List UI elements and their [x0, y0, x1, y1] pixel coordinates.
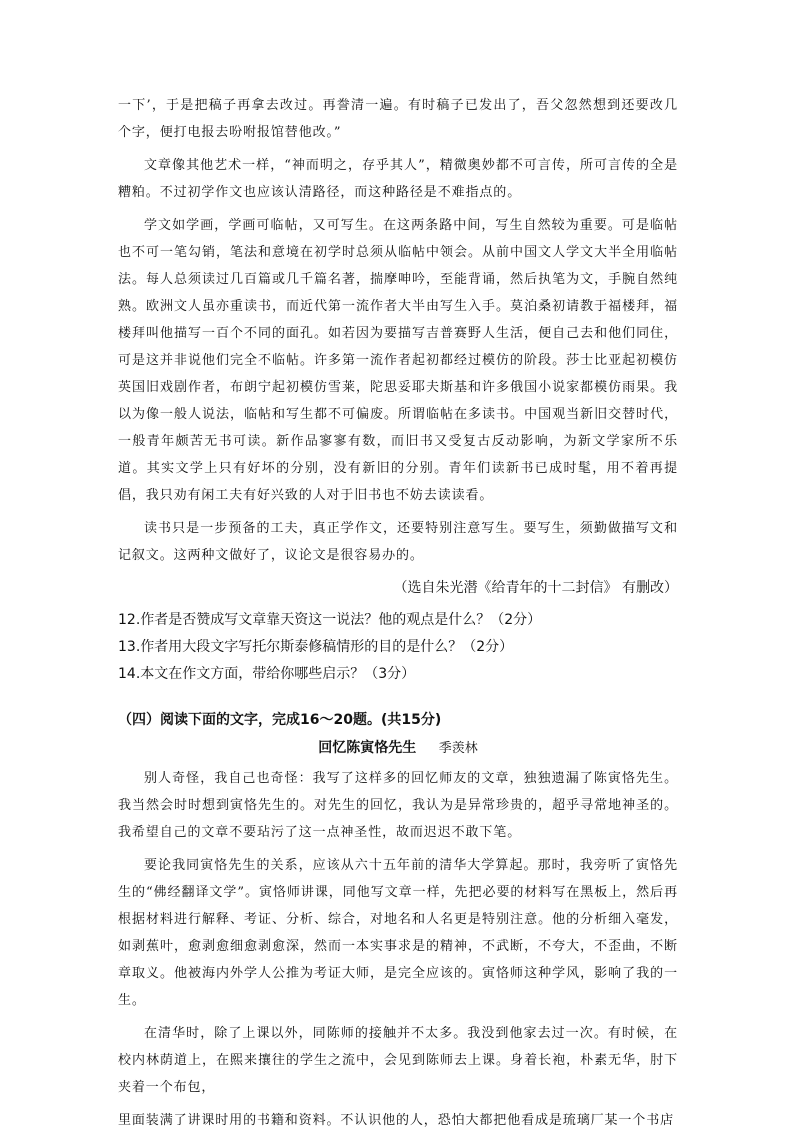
article-title: 回忆陈寅恪先生 — [318, 740, 417, 756]
passage-a-paragraph-3: 学文如学画，学画可临帖，又可写生。在这两条路中间，写生自然较为重要。可是临帖也不可一笔勾销，笔法和意境在初学时总须从临帖中领会。从前中国文人学文大半全用临帖法。每人总须读过几百篇或几千篇名著，揣摩呻吟，至能背诵，然后执笔为文，手腕自然纯熟。欧洲文人虽亦重读书，而近代第一流作者大半由写生入手。莫泊桑初请教于福楼拜，福楼拜叫他描写一百个不同的面孔。如若因为要描写吉普赛野人生活，便自己去和他们同住，可是这并非说他们完全不临帖。许多第一流作者起初都经过模仿的阶段。莎士比亚起初模仿英国旧戏剧作者，布朗宁起初模仿雪莱，陀思妥耶夫斯基和许多俄国小说家都模仿雨果。我以为像一般人说法，临帖和写生都不可偏废。所谓临帖在多读书。中国观当新旧交替时代，一般青年颇苦无书可读。新作品寥寥有数，而旧书又受复古反动影响，为新文学家所不乐道。其实文学上只有好坏的分别，没有新旧的分别。青年们读新书已成时髦，用不着再提倡，我只劝有闲工夫有好兴致的人对于旧书也不妨去读读看。 — [118, 218, 678, 503]
passage-b-paragraph-3: 在清华时，除了上课以外，同陈师的接触并不太多。我没到他家去过一次。有时候，在校内林荫道上，在熙来攘往的学生之流中，会见到陈师去上课。身着长袍，朴素无华，肘下夹着一个布包， — [118, 1026, 678, 1095]
question-14: 14.本文在作文方面，带给你哪些启示？（3分） — [118, 666, 416, 682]
article-title-line — [118, 736, 678, 761]
document-page — [118, 92, 678, 1140]
passage-b-paragraph-4: 里面装满了讲课时用的书籍和资料。不认识他的人，恐怕大都把他看成是琉璃厂某一个书店 — [118, 1113, 675, 1128]
passage-b-paragraph-1: 别人奇怪，我自己也奇怪：我写了这样多的回忆师友的文章，独独遗漏了陈寅恪先生。我当然会时时想到寅恪先生的。对先生的回忆，我认为是异常珍贵的，超乎寻常地神圣的。我希望自己的文章不要玷污了这一点神圣性，故而迟迟不敢下笔。 — [118, 771, 678, 840]
question-13: 13.作者用大段文字写托尔斯泰修稿情形的目的是什么？（2分） — [118, 639, 514, 655]
passage-b-paragraph-2: 要论我同寅恪先生的关系，应该从六十五年前的清华大学算起。那时，我旁听了寅恪先生的“佛经翻译文学”。寅恪师讲课，同他写文章一样，先把必要的材料写在黑板上，然后再根据材料进行解释、考证、分析、综合，对地名和人名更是特别注意。他的分析细入毫发，如剥蕉叶，愈剥愈细愈剥愈深，然而一本实事求是的精神，不武断，不夸大，不歪曲，不断章取义。他被海内外学人公推为考证大师，是完全应该的。寅恪师这种学风，影响了我的一生。 — [118, 858, 678, 1008]
question-12: 12.作者是否赞成写文章靠天资这一说法？他的观点是什么？（2分） — [118, 612, 542, 628]
passage-a-paragraph-1: 一下’，于是把稿子再拿去改过。再誊清一遍。有时稿子已发出了，吾父忽然想到还要改几个字，便打电报去吩咐报馆替他改。” — [118, 98, 678, 140]
passage-a-paragraph-4: 读书只是一步预备的工夫，真正学作文，还要特别注意写生。要写生，须勤做描写文和记叙文。这两种文做好了，议论文是很容易办的。 — [118, 521, 678, 563]
passage-a-source: （选自朱光潜《给青年的十二封信》 有删改） — [393, 580, 678, 596]
article-author: 季羡林 — [438, 741, 478, 756]
section-four-heading: （四）阅读下面的文字，完成16～20题。(共15分) — [118, 712, 442, 728]
passage-a-paragraph-2: 文章像其他艺术一样，“神而明之，存乎其人”，精微奥妙都不可言传，所可言传的全是糟粕。不过初学作文也应该认清路径，而这种路径是不难指点的。 — [118, 158, 678, 200]
